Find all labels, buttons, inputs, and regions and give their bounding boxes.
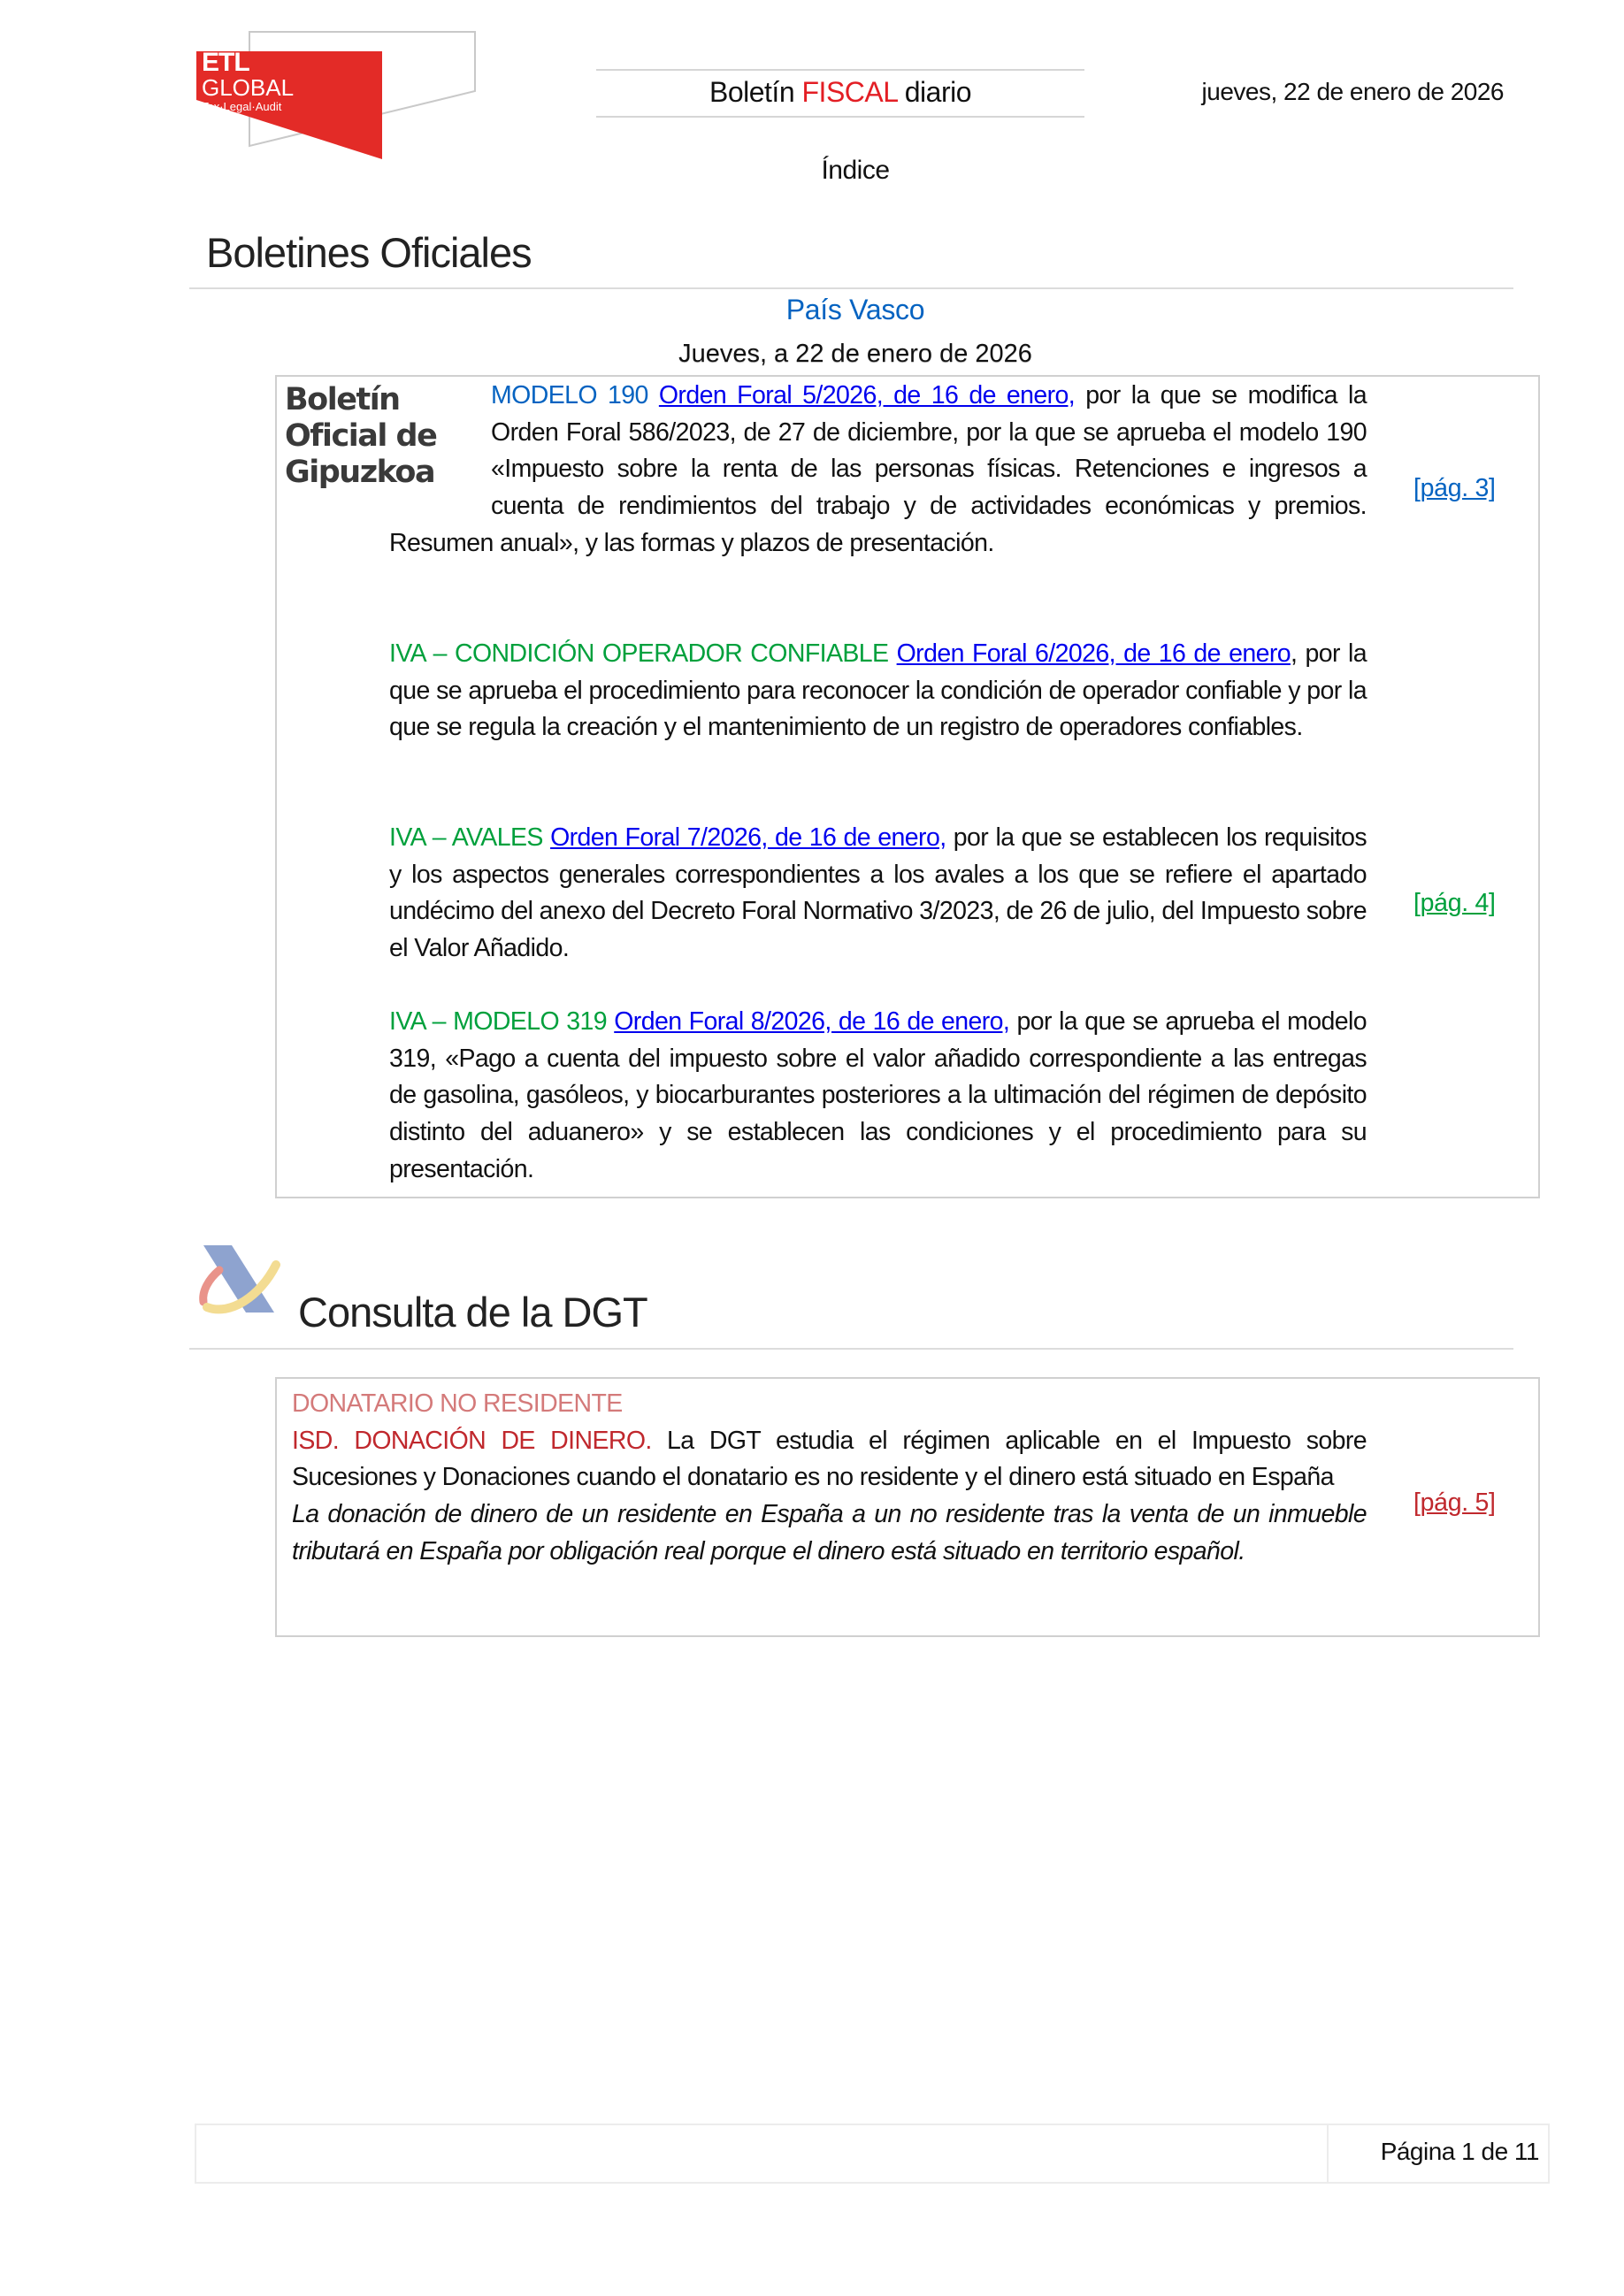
entry-label: ISD. DONACIÓN DE DINERO. [292, 1426, 652, 1455]
entry-label: MODELO 190 [491, 381, 648, 409]
gipuzkoa-logo-line3: Gipuzkoa [285, 455, 435, 490]
index-heading: Índice [821, 156, 890, 185]
orden-foral-link[interactable]: Orden Foral 5/2026, de 16 de enero, [658, 381, 1076, 409]
region-heading: País Vasco [785, 294, 925, 325]
page-number: Página 1 de 11 [1380, 2138, 1539, 2165]
entry-iva-modelo-319 [389, 1004, 1367, 1189]
etl-global-logo [195, 27, 478, 159]
gipuzkoa-logo-line2: Oficial de [285, 418, 437, 454]
aeat-logo [195, 1238, 283, 1320]
section-title-boletines: Boletines Oficiales [206, 229, 532, 276]
entry-text: , por la que se aprueba el procedimiento para reconocer la condición de operador confiable y por la que se regula la creación y el mantenimiento de un registro de operadores confiables. [389, 639, 1367, 742]
title-suffix: diario [904, 76, 971, 108]
entry-dgt-donatario [292, 1386, 1367, 1571]
entry-modelo-190 [389, 378, 1367, 563]
orden-foral-link[interactable]: Orden Foral 8/2026, de 16 de enero, [614, 1007, 1010, 1036]
title-fiscal: FISCAL [801, 76, 898, 108]
orden-foral-link[interactable]: Orden Foral 7/2026, de 16 de enero, [550, 823, 946, 852]
section-rule-boletines [189, 287, 1513, 289]
title-prefix: Boletín [709, 76, 795, 108]
entry-summary: La donación de dinero de un residente en España a un no residente tras la venta de un inmueble tributará en España por obligación real porque el dinero está situado en territorio español. [292, 1500, 1367, 1565]
page-ref-4[interactable]: [pág. 4] [1413, 889, 1496, 917]
page-ref-5[interactable]: [pág. 5] [1413, 1489, 1496, 1517]
logo-wrap-spacer [389, 378, 491, 524]
header-rule-top [596, 69, 1084, 71]
entry-label: IVA – CONDICIÓN OPERADOR CONFIABLE [389, 639, 889, 668]
entry-text-continued: la Orden Foral 586/2023, de 27 de diciembre, por la que se aprueba el modelo 190 «Impuesto sobre la renta de las personas físicas. Retenciones e ingresos a cuenta de rendimientos del trabajo y de actividades económicas y premios. Resumen anual», y las formas y plazos de presentación. [389, 381, 1367, 557]
aeat-logo-icon [195, 1238, 283, 1320]
gipuzkoa-logo-line1: Boletín [285, 382, 400, 417]
day-date-heading: Jueves, a 22 de enero de 2026 [678, 340, 1032, 368]
header-date: jueves, 22 de enero de 2026 [1201, 78, 1504, 105]
entry-iva-avales [389, 820, 1367, 968]
entry-text: por la que se establecen los requisitos y los aspectos generales correspondientes a los avales a los que se refiere el apartado undécimo del anexo del Decreto Foral Normativo 3/2023, de 26 de julio, del Impuesto sobre el Valor Añadido. [389, 823, 1367, 963]
page-ref-3[interactable]: [pág. 3] [1413, 474, 1496, 502]
bulletin-title [596, 76, 1084, 109]
entry-text: La DGT estudia el régimen aplicable en el Impuesto sobre Sucesiones y Donaciones cuando el donatario es no residente y el dinero está situado en España [292, 1426, 1367, 1492]
entry-label: IVA – AVALES [389, 823, 543, 852]
logo-tagline: Tax·Legal·Audit [202, 100, 282, 113]
section-rule-dgt [189, 1348, 1513, 1350]
header-rule-bottom [596, 116, 1084, 118]
logo-brand-global: GLOBAL [202, 74, 295, 101]
logo-brand-etl: ETL [202, 48, 249, 77]
entry-text: por la que se aprueba el modelo 319, «Pago a cuenta del impuesto sobre el valor añadido correspondiente a las entregas de gasolina, gasóleos, y biocarburantes posteriores a la ultimación del régimen de depósito distinto del aduanero» y se establecen las condiciones y el procedimiento para su presentación. [389, 1007, 1367, 1183]
orden-foral-link[interactable]: Orden Foral 6/2026, de 16 de enero [896, 639, 1291, 668]
entry-category: DONATARIO NO RESIDENTE [292, 1389, 623, 1418]
entry-text: por la que se modifica [1085, 381, 1337, 409]
section-title-dgt: Consulta de la DGT [298, 1289, 647, 1336]
entry-iva-operador-confiable [389, 636, 1367, 746]
entry-label: IVA – MODELO 319 [389, 1007, 608, 1036]
